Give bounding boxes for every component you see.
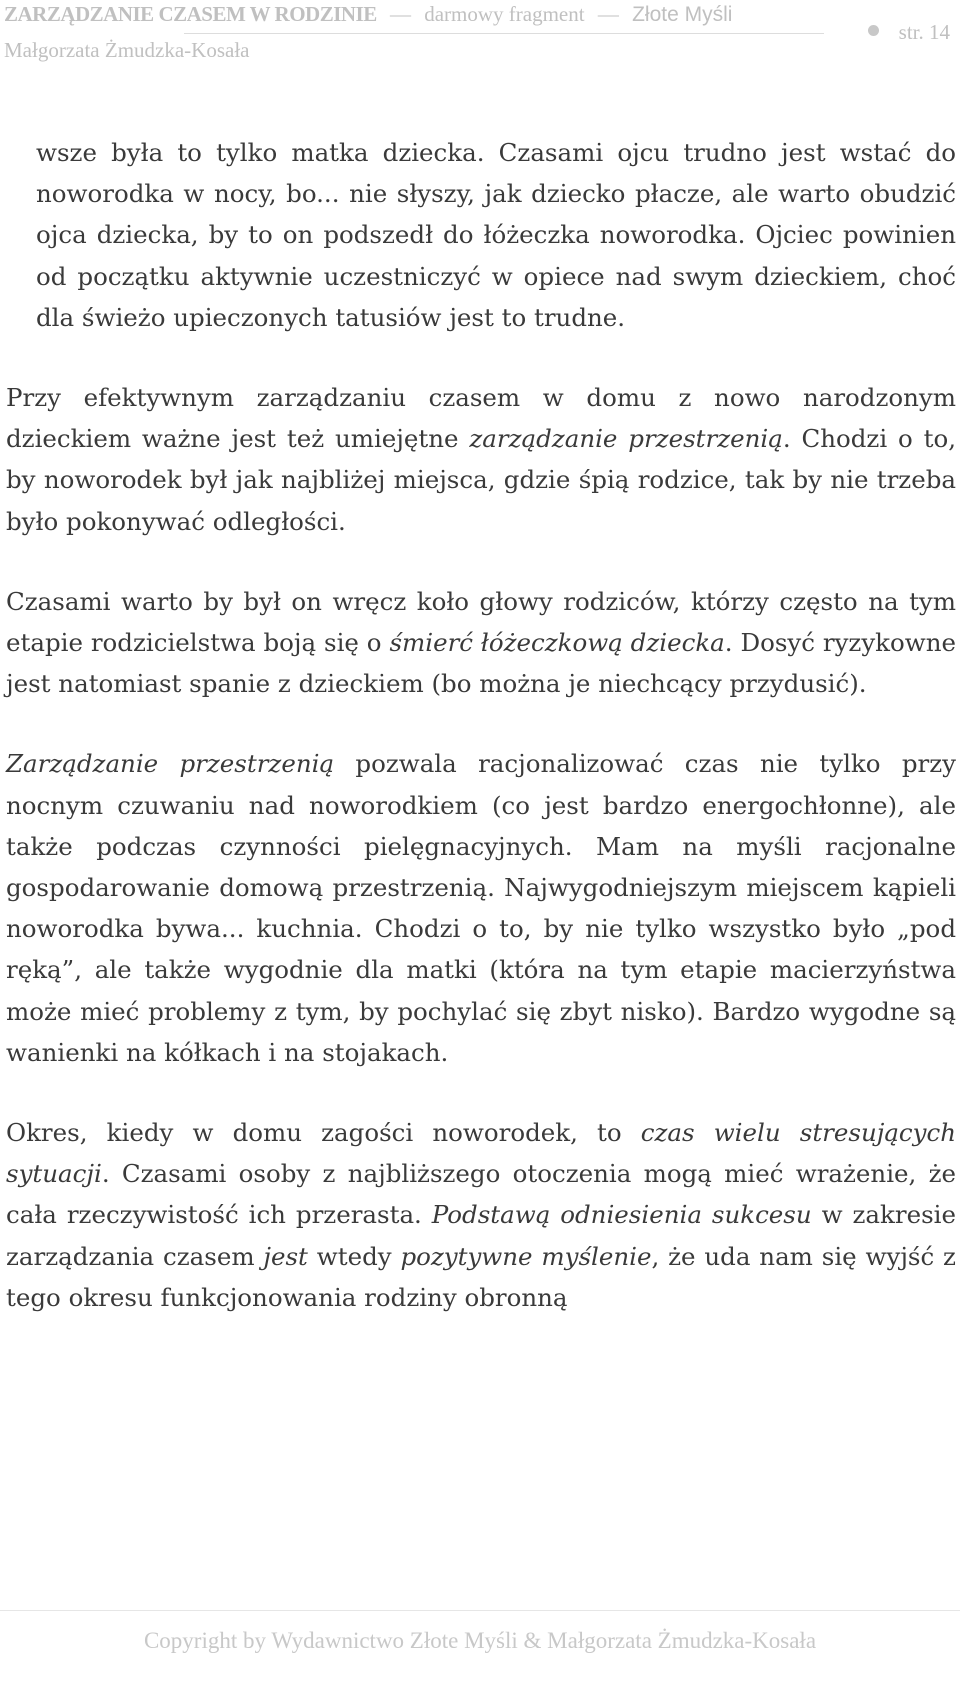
p3-text-1: Czasami warto by był on wręcz koło głowy rodziców, którzy często na tym etapie rodzicielstwa boją się o bbox=[6, 586, 956, 658]
footer-divider bbox=[0, 1610, 960, 1611]
paragraph-2 bbox=[6, 377, 956, 542]
paragraph-3 bbox=[6, 581, 956, 705]
p5-text-3: w zakresie zarządzania czasem bbox=[6, 1200, 956, 1271]
header-dash-2: — bbox=[597, 2, 619, 26]
paragraph-1: wsze była to tylko matka dziecka. Czasami ojcu trudno jest wstać do noworodka w nocy, bo... nie słyszy, jak dziecko płacze, ale warto obudzić ojca dziecka, by to on podszedł do łóżeczka noworodka. Ojciec powinien od początku aktywnie uczestniczyć w opiece nad swym dzieckiem, choć dla świeżo upieczonych tatusiów jest to trudne. bbox=[36, 138, 956, 332]
publisher-brand: Złote Myśli bbox=[632, 3, 733, 26]
p3-emphasis-1: śmierć łóżeczkową dziecka bbox=[389, 628, 725, 658]
paragraph-4 bbox=[6, 743, 956, 1073]
header-dash: — bbox=[389, 2, 411, 26]
copyright-footer: Copyright by Wydawnictwo Złote Myśli & Małgorzata Żmudzka-Kosała bbox=[143, 1628, 817, 1653]
fragment-label: darmowy fragment bbox=[424, 2, 585, 26]
p5-text-4: wtedy bbox=[307, 1241, 401, 1271]
p5-text-5: , że uda nam się wyjść z tego okresu funkcjonowania rodziny obronną bbox=[6, 1241, 956, 1312]
header-divider bbox=[184, 33, 824, 34]
book-title: ZARZĄDZANIE CZASEM W RODZINIE bbox=[4, 2, 377, 26]
p5-emphasis-2: Podstawą odniesienia sukcesu bbox=[431, 1200, 812, 1230]
p5-emphasis-1: czas wielu stresujących sytuacji bbox=[6, 1118, 956, 1189]
p2-text-2: . Chodzi o to, by noworodek był jak najbliżej miejsca, gdzie śpią rodzice, tak by nie trzeba było pokonywać odległości. bbox=[6, 424, 956, 536]
p4-text-1: pozwala racjonalizować czas nie tylko przy nocnym czuwaniu nad noworodkiem (co jest bardzo energochłonne), ale także podczas czynności pielęgnacyjnych. Mam na myśli racjonalne gospodarowanie domową przestrzenią. Najwygodniejszym miejscem kąpieli noworodka bywa... kuchnia. Chodzi o to, by nie tylko wszystko było „pod ręką”, ale także wygodnie dla matki (która na tym etapie macierzyństwa może mieć problemy z tym, by pochylać się zbyt nisko). Bardzo wygodne są wanienki na kółkach i na stojakach. bbox=[6, 749, 956, 1067]
page-header bbox=[4, 0, 956, 80]
paragraph-5 bbox=[6, 1112, 956, 1318]
p5-text-1: Okres, kiedy w domu zagości noworodek, to bbox=[6, 1118, 641, 1148]
page-content bbox=[6, 132, 956, 1357]
p2-text-1: Przy efektywnym zarządzaniu czasem w domu z nowo narodzonym dzieckiem ważne jest też umiejętne bbox=[6, 383, 956, 454]
p3-text-2: . Dosyć ryzykowne jest natomiast spanie z dzieckiem (bo można je niechcący przydusić). bbox=[6, 628, 957, 699]
header-title-line bbox=[4, 2, 732, 27]
p5-emphasis-3: jest bbox=[263, 1241, 308, 1271]
p5-text-2: . Czasami osoby z najbliższego otoczenia mogą mieć wrażenie, że cała rzeczywistość ich przerasta. bbox=[6, 1159, 956, 1230]
p4-emphasis-1: Zarządzanie przestrzenią bbox=[6, 749, 335, 779]
author-name: Małgorzata Żmudzka-Kosała bbox=[4, 38, 250, 62]
page-number-label: str. 14 bbox=[898, 20, 950, 44]
p2-emphasis-1: zarządzanie przestrzenią bbox=[469, 424, 783, 454]
bullet-dot-icon bbox=[868, 25, 879, 36]
p5-emphasis-4: pozytywne myślenie bbox=[400, 1241, 652, 1271]
page-number bbox=[868, 20, 950, 45]
